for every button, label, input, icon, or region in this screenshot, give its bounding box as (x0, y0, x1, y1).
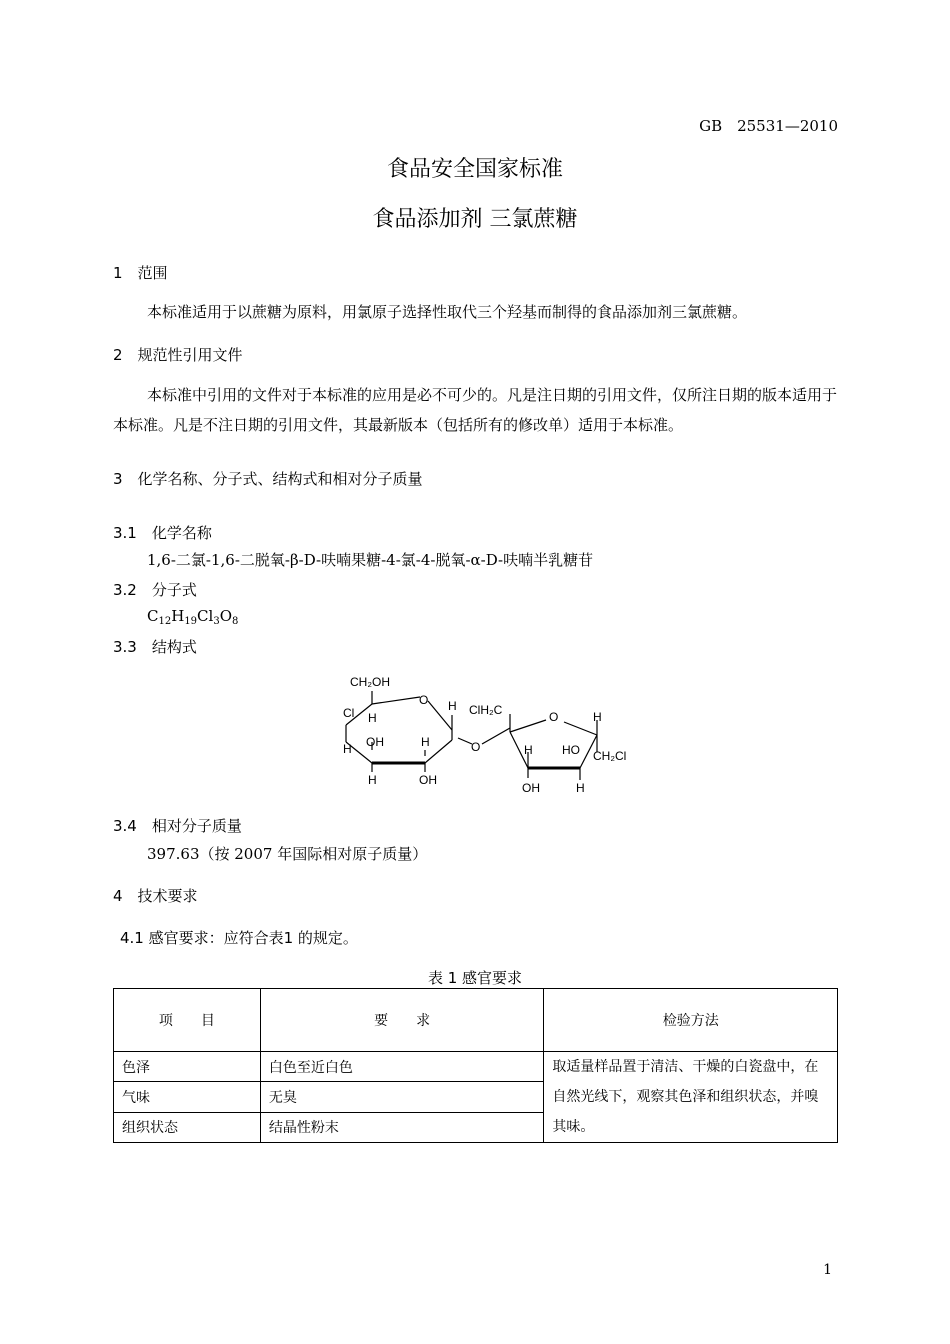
row-item: 气味 (114, 1082, 261, 1112)
section-2-heading: 2 规范性引用文件 (113, 346, 243, 364)
label-h: H (421, 735, 430, 749)
standard-number: GB 25531—2010 (699, 117, 838, 135)
section-3-1-heading: 3.1 化学名称 (113, 524, 212, 542)
header-item: 项 目 (114, 989, 261, 1052)
label-ring-oxygen: O (419, 693, 429, 707)
header-method: 检验方法 (544, 989, 838, 1052)
page-subtitle: 食品添加剂 三氯蔗糖 (372, 207, 578, 232)
label-oh: OH (522, 781, 540, 795)
section-1-text: 本标准适用于以蔗糖为原料，用氯原子选择性取代三个羟基而制得的食品添加剂三氯蔗糖。 (147, 303, 748, 321)
label-h: H (576, 781, 585, 795)
section-4-1-heading: 4.1 感官要求：应符合表1 的规定。 (120, 929, 358, 947)
label-clh2c: ClH₂C (469, 703, 503, 717)
label-ch2oh: CH₂OH (350, 675, 390, 689)
label-h: H (368, 711, 377, 725)
label-ho: HO (562, 743, 580, 757)
section-2-text: 本标准中引用的文件对于本标准的应用是必不可少的。凡是注日期的引用文件，仅所注日期的版本适用于本标准。凡是不注日期的引用文件，其最新版本（包括所有的修改单）适用于本标准。 (113, 386, 838, 434)
chemical-name: 1,6-二氯-1,6-二脱氧-β-D-呋喃果糖-4-氯-4-脱氧-α-D-呋喃半乳糖苷 (147, 551, 594, 569)
structural-formula (320, 670, 650, 802)
inspection-method: 取适量样品置于清洁、干燥的白瓷盘中，在自然光线下，观察其色泽和组织状态，并嗅其味。 (544, 1052, 838, 1143)
page-title: 食品安全国家标准 (386, 157, 563, 182)
section-3-3-heading: 3.3 结构式 (113, 638, 197, 656)
label-h: H (448, 699, 457, 713)
molecular-mass: 397.63（按 2007 年国际相对原子质量） (147, 845, 428, 863)
section-3-4-heading: 3.4 相对分子质量 (113, 817, 242, 835)
label-link-oxygen: O (471, 740, 481, 754)
label-ch2cl: CH₂Cl (593, 749, 627, 763)
section-3-2-heading: 3.2 分子式 (113, 581, 197, 599)
label-h: H (368, 773, 377, 787)
page-number: 1 (823, 1262, 832, 1278)
section-3-heading: 3 化学名称、分子式、结构式和相对分子质量 (113, 470, 423, 488)
table-caption: 表 1 感官要求 (427, 969, 523, 987)
row-item: 色泽 (114, 1052, 261, 1082)
structure-atom-labels (343, 675, 626, 795)
table-header-row (114, 989, 838, 1052)
section-4-heading: 4 技术要求 (113, 887, 198, 905)
header-requirement: 要 求 (260, 989, 544, 1052)
label-cl: Cl (343, 706, 355, 720)
table-row (114, 1052, 838, 1082)
label-oh: OH (366, 735, 384, 749)
section-1-heading: 1 范围 (113, 264, 168, 282)
label-h: H (524, 743, 533, 757)
label-oh: OH (419, 773, 437, 787)
sensory-requirements-table (113, 988, 838, 1143)
molecular-formula: $C_{12}H_{19}Cl_3O_8$ (147, 607, 239, 627)
row-item: 组织状态 (114, 1112, 261, 1142)
label-h: H (343, 742, 352, 756)
label-ring-oxygen: O (549, 710, 559, 724)
row-requirement: 白色至近白色 (260, 1052, 544, 1082)
row-requirement: 无臭 (260, 1082, 544, 1112)
label-h: H (593, 710, 602, 724)
row-requirement: 结晶性粉末 (260, 1112, 544, 1142)
